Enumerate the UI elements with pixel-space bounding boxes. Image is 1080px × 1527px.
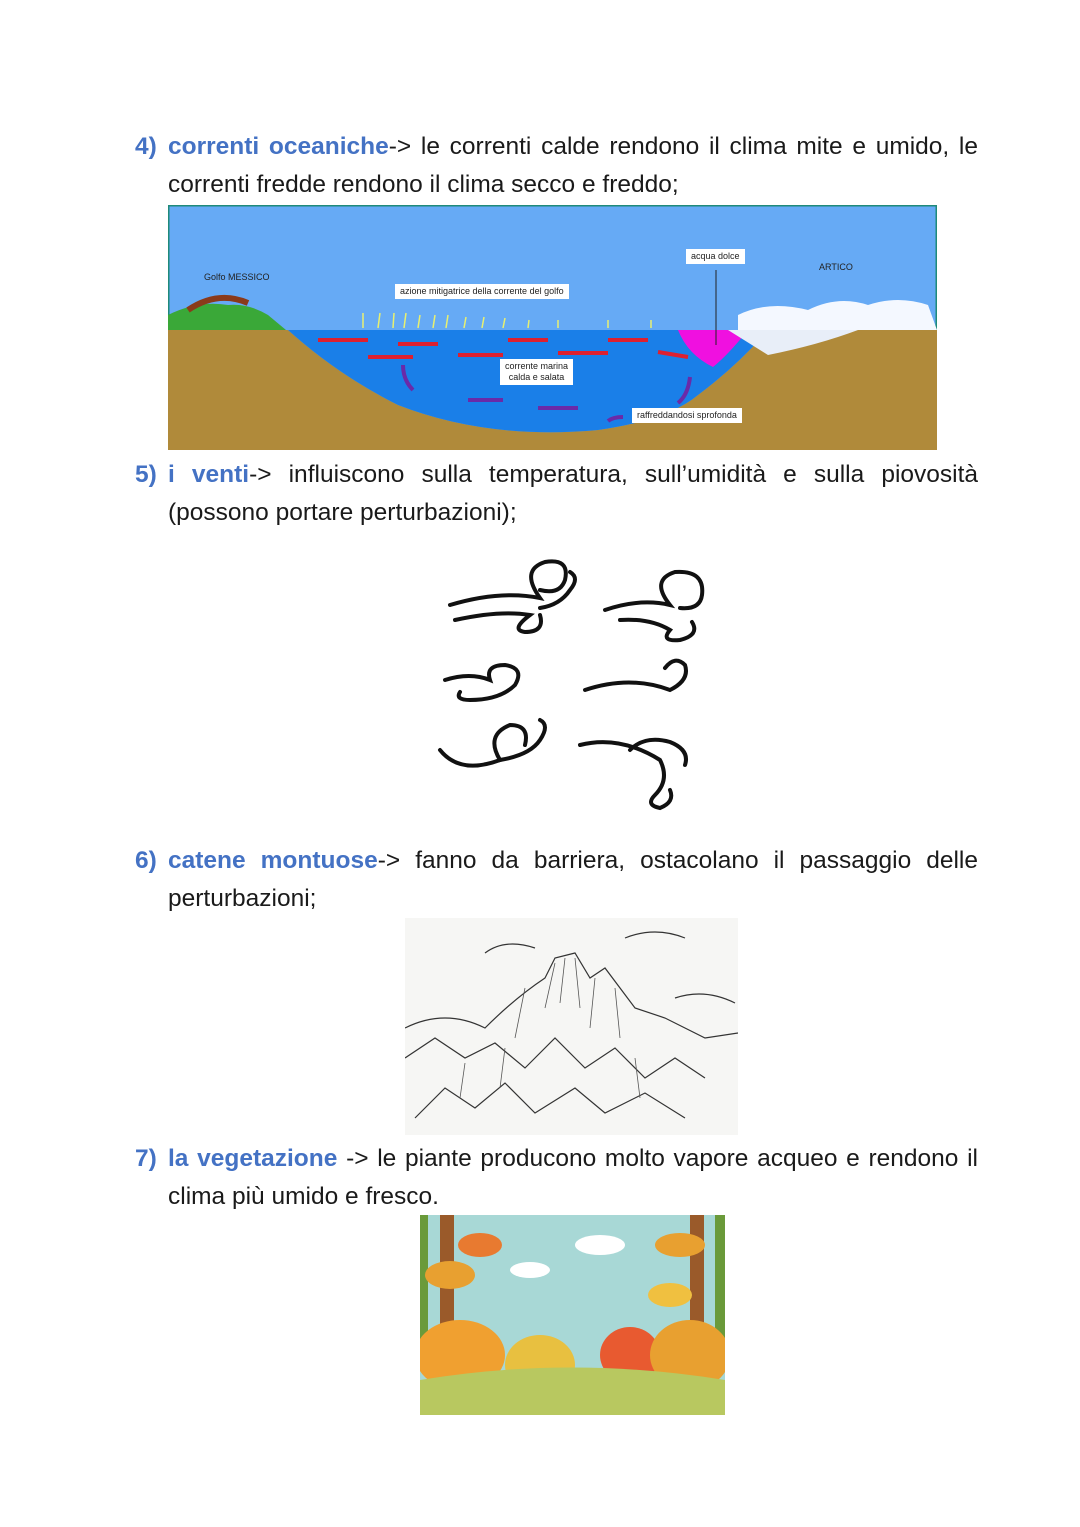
label-artico: ARTICO <box>819 262 853 272</box>
item-number: 5) <box>135 461 157 488</box>
item-keyword: catene montuose <box>168 847 378 874</box>
list-item-catene-montuose <box>135 842 978 918</box>
label-golfo-messico: Golfo MESSICO <box>204 272 270 282</box>
item-keyword: i venti <box>168 461 250 488</box>
ocean-currents-diagram <box>168 205 937 450</box>
mountain-sketch-illustration <box>405 918 738 1135</box>
wind-swirls-illustration <box>430 550 720 820</box>
ocean-currents-illustration <box>168 205 937 450</box>
label-corrente-line1: corrente marina <box>505 361 569 371</box>
item-number: 4) <box>135 133 157 160</box>
label-corrente-line2: calda e salata <box>508 372 565 382</box>
item-text: -> le piante producono molto vapore acqueo e rendono il clima più umido e fresco. <box>168 1145 978 1210</box>
forest-illustration <box>420 1215 725 1415</box>
item-text: -> fanno da barriera, ostacolano il passaggio delle perturbazioni; <box>168 847 978 912</box>
list-item-vegetazione <box>135 1140 978 1216</box>
item-text: -> le correnti calde rendono il clima mite e umido, le correnti fredde rendono il clima secco e freddo; <box>168 133 978 198</box>
item-number: 7) <box>135 1145 157 1172</box>
item-keyword: correnti oceaniche <box>168 133 389 160</box>
label-corrente-marina <box>500 359 573 385</box>
list-item-correnti-oceaniche <box>135 128 978 204</box>
item-number: 6) <box>135 847 157 874</box>
list-item-venti <box>135 456 978 532</box>
label-azione-mitigatrice: azione mitigatrice della corrente del golfo <box>395 284 569 299</box>
label-sprofonda: raffreddandosi sprofonda <box>632 408 742 423</box>
label-acqua-dolce: acqua dolce <box>686 249 745 264</box>
item-keyword: la vegetazione <box>168 1145 338 1172</box>
item-text: -> influiscono sulla temperatura, sull’umidità e sulla piovosità (possono portare perturbazioni); <box>168 461 979 526</box>
